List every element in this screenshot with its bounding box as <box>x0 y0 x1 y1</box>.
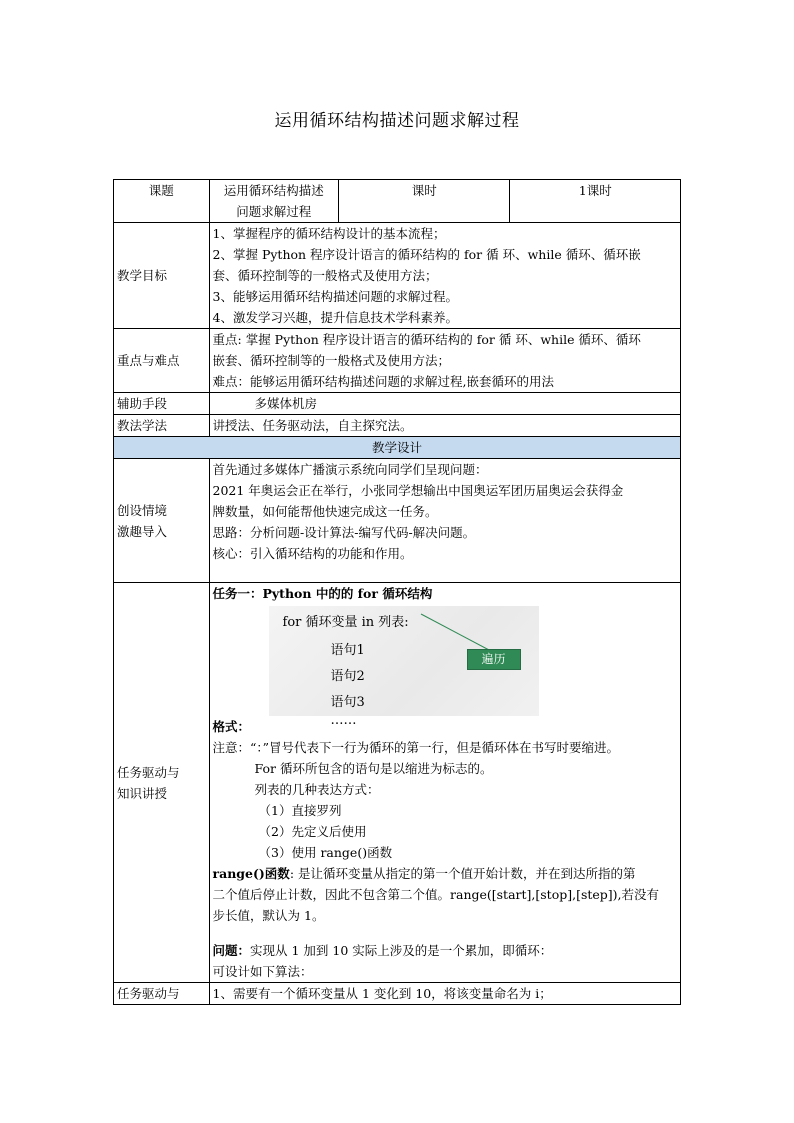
code-line: 语句2 <box>330 669 365 684</box>
task-label: 任务驱动与 知识讲授 <box>114 583 210 983</box>
methods-value: 讲授法、任务驱动法，自主探究法。 <box>209 415 680 437</box>
row-subject <box>114 180 681 223</box>
row-intro <box>114 459 681 583</box>
row-goals <box>114 223 681 329</box>
aids-value: 多媒体机房 <box>209 393 680 415</box>
row-task <box>114 583 681 983</box>
document-title: 运用循环结构描述问题求解过程 <box>274 111 520 131</box>
for-loop-diagram <box>269 606 539 728</box>
row-key-points <box>114 329 681 393</box>
task-title: 任务一：Python 中的的 for 循环结构 <box>212 586 433 601</box>
algo-step: 1、需要有一个循环变量从 1 变化到 10，将该变量命名为 i； <box>209 983 680 1005</box>
hours-label: 课时 <box>338 180 510 223</box>
task-cont-label: 任务驱动与 <box>114 983 210 1005</box>
goal-line: 1、掌握程序的循环结构设计的基本流程； <box>212 226 446 241</box>
code-line: 语句1 <box>330 643 365 658</box>
key-label: 重点与难点 <box>114 329 210 393</box>
key-content: 重点: 掌握 Python 程序设计语言的循环结构的 for 循 环、while 循环、循环 嵌套、循环控制等的一般格式及使用方法； 难点：能够运用循环结构描述问题的求解过程,嵌套循环的用法 <box>209 329 680 393</box>
range-paragraph: range()函数: 是让循环变量从指定的第一个值开始计数，并在到达所指的第 <box>212 866 636 881</box>
format-label: 格式： <box>212 719 251 734</box>
task-content: 任务一：Python 中的的 for 循环结构 for 循环变量 in 列表: 语句1 语句2 语句3 …… 遍历 格式： 注意：“：”冒号代表下一行为循环的第一行，但是循环体在书写时要缩进。 For 循环所包含的语句是以缩进为标志的。 列表的几种表达方式： （1）直接罗列 （2）先定义后使用 （3）使用 range()函数 range()函数: 是让循环变量从指定的第一个值开始计数，并在到达所指的第 二个值后停止计数，因此不包含第二个值。range([start],[stop],[step]),若没有 步长值，默认为 1。 问题：实现从 1 加到 10 实际上涉及的是一个累加，即循环： 可设计如下算法： <box>209 583 680 983</box>
goal-line: 套、循环控制等的一般格式及使用方法； <box>212 268 438 283</box>
goal-line: 2、掌握 Python 程序设计语言的循环结构的 for 循 环、while 循环、循环嵌 <box>212 247 641 262</box>
row-aids <box>114 393 681 415</box>
traverse-badge: 遍历 <box>467 649 521 670</box>
goal-line: 3、能够运用循环结构描述问题的求解过程。 <box>212 289 458 304</box>
subject-label: 课题 <box>114 180 210 223</box>
row-methods <box>114 415 681 437</box>
goals-label: 教学目标 <box>114 223 210 329</box>
question-paragraph: 问题：实现从 1 加到 10 实际上涉及的是一个累加，即循环： <box>212 943 553 958</box>
intro-label: 创设情境 激趣导入 <box>114 459 210 583</box>
hours-value: 1课时 <box>510 180 681 223</box>
teaching-design-banner: 教学设计 <box>114 437 681 459</box>
goals-content <box>209 223 680 329</box>
code-line: 语句3 <box>330 695 365 710</box>
code-line: …… <box>330 713 357 728</box>
goal-line: 4、激发学习兴趣，提升信息技术学科素养。 <box>212 310 458 325</box>
intro-content: 首先通过多媒体广播演示系统向同学们呈现问题： 2021 年奥运会正在举行，小张同学想输出中国奥运军团历届奥运会获得金 牌数量，如何能帮他快速完成这一任务。 思路：分析问题-设计算法-编写代码-解决问题。 核心：引入循环结构的功能和作用。 <box>209 459 680 583</box>
lesson-plan-table <box>113 179 681 1005</box>
aids-label: 辅助手段 <box>114 393 210 415</box>
row-task-continued <box>114 983 681 1005</box>
methods-label: 教法学法 <box>114 415 210 437</box>
code-line-header: for 循环变量 in 列表: <box>282 615 409 630</box>
leader-line <box>419 612 509 652</box>
row-banner <box>114 437 681 459</box>
subject-value: 运用循环结构描述 问题求解过程 <box>209 180 338 223</box>
